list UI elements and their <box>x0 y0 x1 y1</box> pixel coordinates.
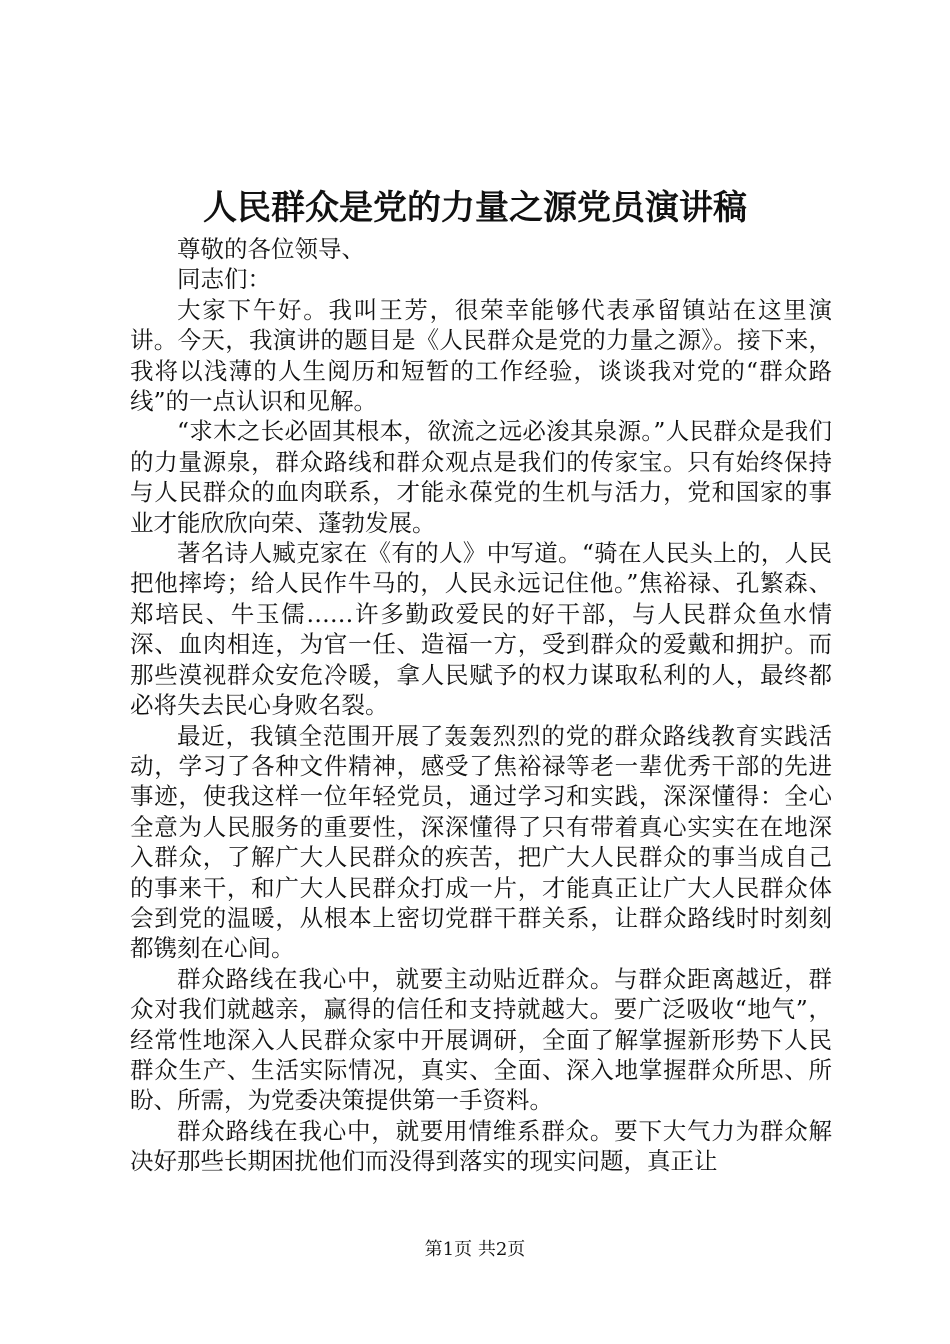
salutation-line: 尊敬的各位领导、 <box>177 235 365 263</box>
page-number-footer: 第1页 共2页 <box>424 1239 526 1260</box>
paragraph: 群众路线在我心中，就要主动贴近群众。与群众距离越近，群众对我们就越亲，赢得的信任和支持就越大。要广泛吸收“地气”，经常性地深入人民群众家中开展调研，全面了解掌握新形势下人民群众生产、生活实际情况，真实、全面、深入地掌握群众所思、所盼、所需，为党委决策提供第一手资料。 <box>130 964 832 1115</box>
document-title: 人民群众是党的力量之源党员演讲稿 <box>203 188 747 228</box>
paragraph: 著名诗人臧克家在《有的人》中写道。“骑在人民头上的，人民把他摔垮；给人民作牛马的，人民永远记住他。”焦裕禄、孔繁森、郑培民、牛玉儒……许多勤政爱民的好干部，与人民群众鱼水情深、血肉相连，为官一任、造福一方，受到群众的爱戴和拥护。而那些漠视群众安危冷暖，拿人民赋予的权力谋取私利的人，最终都必将失去民心身败名裂。 <box>130 539 832 720</box>
paragraph: 最近，我镇全范围开展了轰轰烈烈的党的群众路线教育实践活动，学习了各种文件精神，感受了焦裕禄等老一辈优秀干部的先进事迹，使我这样一位年轻党员，通过学习和实践，深深懂得：全心全意为人民服务的重要性，深深懂得了只有带着真心实实在在地深入群众，了解广大人民群众的疾苦，把广大人民群众的事当成自己的事来干，和广大人民群众打成一片，才能真正让广大人民群众体会到党的温暖，从根本上密切党群干群关系，让群众路线时时刻刻都镌刻在心间。 <box>130 721 832 963</box>
salutation-line: 同志们： <box>177 265 271 294</box>
paragraph: 群众路线在我心中，就要用情维系群众。要下大气力为群众解决好那些长期困扰他们而没得到落实的现实问题，真正让 <box>130 1116 832 1176</box>
paragraph: 大家下午好。我叫王芳，很荣幸能够代表承留镇站在这里演讲。今天，我演讲的题目是《人民群众是党的力量之源》。接下来，我将以浅薄的人生阅历和短暂的工作经验，谈谈我对党的“群众路线”的一点认识和见解。 <box>130 295 832 416</box>
paragraph: “求木之长必固其根本，欲流之远必浚其泉源。”人民群众是我们的力量源泉，群众路线和群众观点是我们的传家宝。只有始终保持与人民群众的血肉联系，才能永葆党的生机与活力，党和国家的事业才能欣欣向荣、蓬勃发展。 <box>130 417 832 537</box>
document-body <box>130 234 832 1177</box>
